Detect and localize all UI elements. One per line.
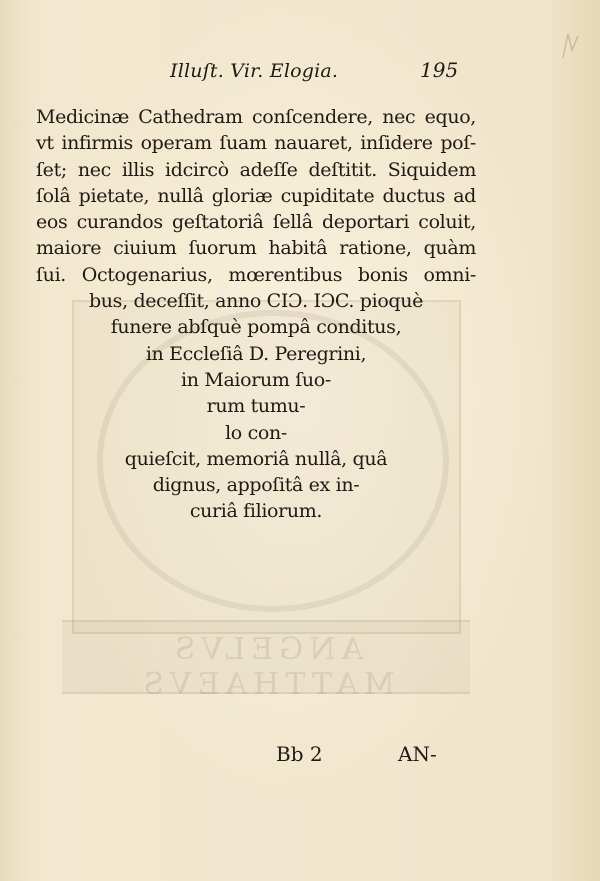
text-line-14: quieſcit, memoriâ nullâ, quâ [124,447,388,470]
catchword: AN- [398,742,437,766]
text-line-9: funere abſquè pompâ conditus, [110,316,402,339]
text-line-2: vt infirmis operam ſuam nauaret, inſidere poſ- [36,132,476,155]
body-text [36,104,476,525]
text-line-16: curiâ filiorum. [189,500,323,523]
page-number: 195 [420,58,459,82]
text-line-7: ſui. Octogenarius, mœrentibus bonis omni- [36,263,476,286]
text-line-5: eos curandos geſtatoriâ ſellâ deportari coluit, [36,211,476,234]
text-line-11: in Maiorum ſuo- [181,368,331,391]
text-line-1: Medicinæ Cathedram conſcendere, nec equo, [36,106,476,128]
text-line-10: in Eccleſiâ D. Peregrini, [145,342,367,365]
engraving-caption-mirrored: ANGELVS MATTHAEVS [137,632,395,702]
text-line-4: ſolâ pietate, nullâ gloriæ cupiditate ductus ad [36,184,476,207]
running-head [0,56,600,92]
engraving-caption-band [62,620,470,694]
signature-mark: Bb 2 [276,742,323,766]
text-line-12: rum tumu- [206,395,306,418]
text-line-8: bus, deceſſit, anno CIƆ. IƆC. pioquè [88,290,424,313]
text-line-13: lo con- [225,421,287,444]
text-line-3: ſet; nec illis idcircò adeſſe deſtitit. Siquidem [36,158,476,181]
running-head-title: Illuſt. Vir. Elogia. [170,60,339,82]
text-line-15: dignus, appoſitâ ex in- [152,474,360,497]
text-line-6: maiore ciuium ſuorum habitâ ratione, quàm [36,237,476,260]
